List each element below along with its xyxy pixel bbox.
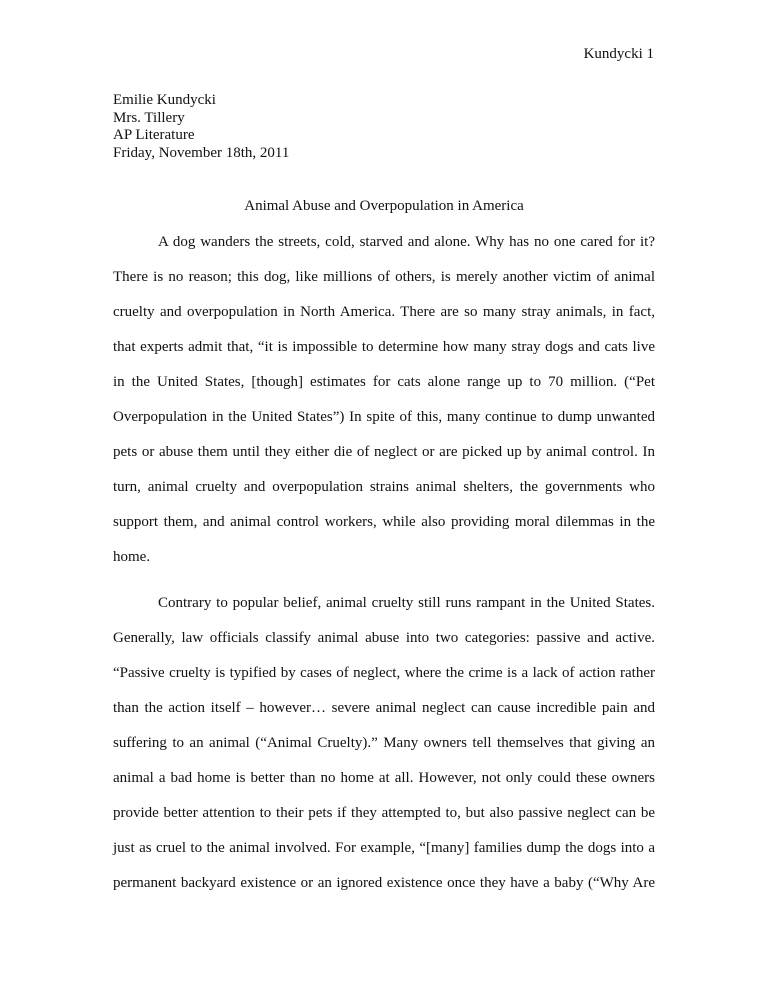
paragraph-line: just as cruel to the animal involved. For example, “[many] families dump the dogs into a	[113, 840, 655, 856]
paragraph-line: permanent backyard existence or an ignored existence once they have a baby (“Why Are	[113, 875, 655, 891]
essay-title: Animal Abuse and Overpopulation in America	[244, 198, 524, 214]
author-name: Emilie Kundycki	[113, 92, 216, 108]
paragraph-line: that experts admit that, “it is impossible to determine how many stray dogs and cats live	[113, 339, 655, 355]
paragraph-line: support them, and animal control workers, while also providing moral dilemmas in the	[113, 514, 655, 530]
paragraph-line: home.	[113, 549, 151, 565]
paragraph-line: pets or abuse them until they either die of neglect or are picked up by animal control. In	[113, 444, 655, 460]
paragraph-line: provide better attention to their pets if they attempted to, but also passive neglect can be	[113, 805, 655, 821]
paragraph-line: animal a bad home is better than no home at all. However, not only could these owners	[113, 770, 655, 786]
running-head: Kundycki 1	[583, 46, 654, 62]
header-block	[113, 92, 289, 162]
paragraph-line: “Passive cruelty is typified by cases of neglect, where the crime is a lack of action rather	[113, 665, 655, 681]
paragraph-line: cruelty and overpopulation in North America. There are so many stray animals, in fact,	[113, 304, 655, 320]
paragraph-line: Overpopulation in the United States”) In spite of this, many continue to dump unwanted	[113, 409, 655, 425]
paragraph-line: than the action itself – however… severe animal neglect can cause incredible pain and	[113, 700, 655, 716]
paragraph-line: A dog wanders the streets, cold, starved and alone. Why has no one cared for it?	[158, 234, 655, 250]
paragraph-line: Contrary to popular belief, animal cruelty still runs rampant in the United States.	[158, 595, 655, 611]
course-name: AP Literature	[113, 127, 195, 143]
paragraph-line: suffering to an animal (“Animal Cruelty).” Many owners tell themselves that giving an	[113, 735, 655, 751]
paragraph-line: turn, animal cruelty and overpopulation strains animal shelters, the governments who	[113, 479, 655, 495]
essay-date: Friday, November 18th, 2011	[113, 144, 290, 161]
paragraph-line: Generally, law officials classify animal abuse into two categories: passive and active.	[113, 630, 655, 646]
paragraph-line: There is no reason; this dog, like millions of others, is merely another victim of animal	[113, 269, 655, 285]
teacher-name: Mrs. Tillery	[113, 109, 185, 126]
paragraph-line: in the United States, [though] estimates for cats alone range up to 70 million. (“Pet	[113, 374, 655, 390]
